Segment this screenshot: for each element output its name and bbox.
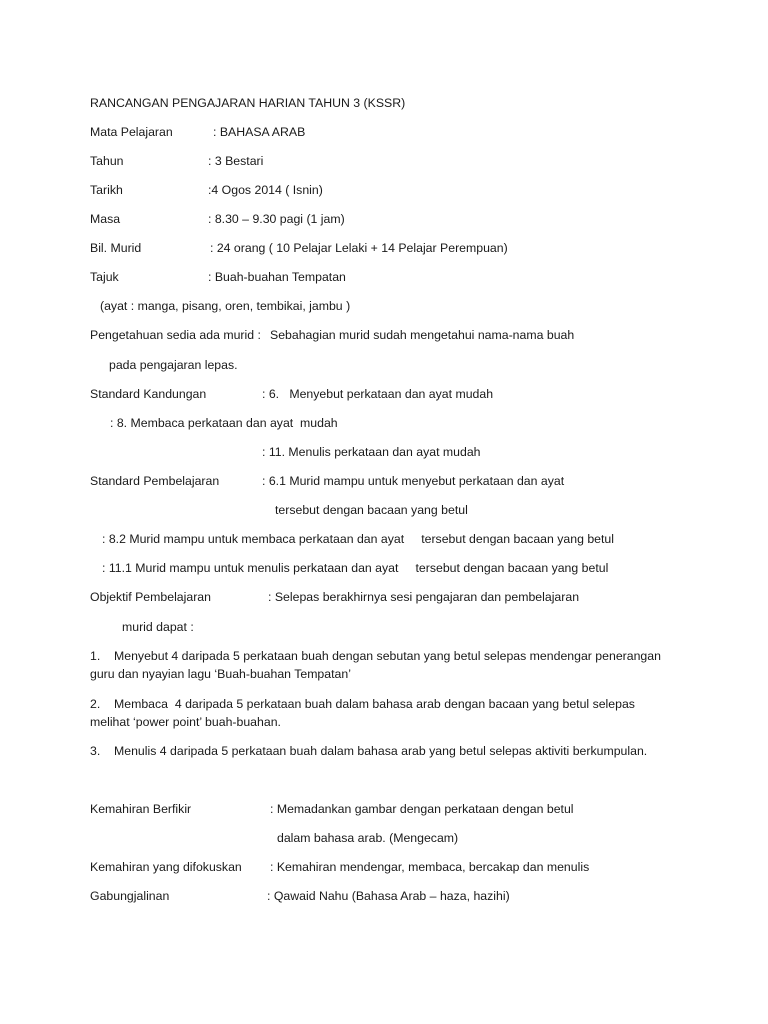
label: Standard Kandungan [90, 387, 207, 401]
objective-item-3 [90, 743, 647, 759]
value: : 24 orang ( 10 Pelajar Lelaki + 14 Pelajar Perempuan) [210, 241, 508, 255]
value-cont: pada pengajaran lepas. [109, 358, 238, 372]
label: Gabungjalinan [90, 889, 170, 903]
item-text-cont: guru dan nyayian lagu ‘Buah-buahan Tempatan’ [90, 667, 351, 681]
row-objektif-cont [122, 619, 194, 635]
row-objektif [90, 589, 579, 605]
row-kemahiran-berfikir [90, 801, 574, 817]
item-number: 1. [90, 649, 101, 663]
row-pengetahuan-cont [109, 357, 238, 373]
row-gabungjalinan [90, 888, 510, 904]
row-standard-kandungan-2 [110, 415, 338, 431]
label: Bil. Murid [90, 241, 142, 255]
value: Sebahagian murid sudah mengetahui nama-nama buah [270, 328, 575, 342]
value: : Memadankan gambar dengan perkataan dengan betul [270, 802, 574, 816]
row-tahun [90, 153, 263, 169]
label: Tarikh [90, 183, 123, 197]
value-cont: tersebut dengan bacaan yang betul [275, 503, 468, 517]
ayat-text: (ayat : manga, pisang, oren, tembikai, jambu ) [100, 299, 351, 313]
title-text: RANCANGAN PENGAJARAN HARIAN TAHUN 3 (KSSR) [90, 96, 406, 110]
label: Standard Pembelajaran [90, 474, 220, 488]
value: : Kemahiran mendengar, membaca, bercakap dan menulis [270, 860, 590, 874]
objective-item-1-cont [90, 666, 351, 682]
item-text: Menulis 4 daripada 5 perkataan buah dalam bahasa arab yang betul selepas aktiviti berkumpulan. [114, 744, 648, 758]
value-cont: dalam bahasa arab. (Mengecam) [277, 831, 459, 845]
item-number: 3. [90, 744, 101, 758]
value: :4 Ogos 2014 ( Isnin) [208, 183, 323, 197]
item-text-cont: melihat ‘power point’ buah-buahan. [90, 715, 281, 729]
row-masa [90, 211, 345, 227]
label: Tajuk [90, 270, 119, 284]
item-text: Menyebut 4 daripada 5 perkataan buah dengan sebutan yang betul selepas mendengar penerangan [114, 649, 661, 663]
label: Kemahiran Berfikir [90, 802, 192, 816]
row-pengetahuan [90, 327, 574, 343]
value: : 8.2 Murid mampu untuk membaca perkataan dan ayat tersebut dengan bacaan yang betul [102, 532, 615, 546]
value: : BAHASA ARAB [213, 125, 306, 139]
row-standard-pembelajaran-3 [102, 560, 608, 576]
row-tajuk [90, 269, 346, 285]
value: : 11. Menulis perkataan dan ayat mudah [262, 445, 481, 459]
value: : Qawaid Nahu (Bahasa Arab – haza, hazihi) [267, 889, 510, 903]
label: Objektif Pembelajaran [90, 590, 211, 604]
row-standard-pembelajaran [90, 473, 564, 489]
value: : 8.30 – 9.30 pagi (1 jam) [208, 212, 345, 226]
value: : Selepas berakhirnya sesi pengajaran dan pembelajaran [268, 590, 580, 604]
page-title [90, 95, 405, 111]
value: : Buah-buahan Tempatan [208, 270, 346, 284]
value-cont: murid dapat : [122, 620, 194, 634]
value: : 11.1 Murid mampu untuk menulis perkataan dan ayat tersebut dengan bacaan yang betul [102, 561, 609, 575]
objective-item-2 [90, 696, 635, 712]
row-tarikh [90, 182, 323, 198]
value: : 6.1 Murid mampu untuk menyebut perkataan dan ayat [262, 474, 565, 488]
item-number: 2. [90, 697, 101, 711]
row-standard-pembelajaran-cont [275, 502, 468, 518]
objective-item-2-cont [90, 714, 281, 730]
value: : 3 Bestari [208, 154, 264, 168]
row-ayat [100, 298, 350, 314]
value: : 6. Menyebut perkataan dan ayat mudah [262, 387, 494, 401]
row-bil-murid [90, 240, 508, 256]
objective-item-1 [90, 648, 661, 664]
label: Masa [90, 212, 121, 226]
row-kemahiran-difokuskan [90, 859, 589, 875]
label: Mata Pelajaran [90, 125, 173, 139]
row-standard-pembelajaran-2 [102, 531, 614, 547]
row-standard-kandungan [90, 386, 493, 402]
item-text: Membaca 4 daripada 5 perkataan buah dalam bahasa arab dengan bacaan yang betul selepas [114, 697, 635, 711]
row-standard-kandungan-3 [262, 444, 481, 460]
label: Kemahiran yang difokuskan [90, 860, 242, 874]
label: Pengetahuan sedia ada murid : [90, 328, 261, 342]
row-mata-pelajaran [90, 124, 305, 140]
value: : 8. Membaca perkataan dan ayat mudah [110, 416, 338, 430]
row-kemahiran-berfikir-cont [277, 830, 458, 846]
label: Tahun [90, 154, 124, 168]
